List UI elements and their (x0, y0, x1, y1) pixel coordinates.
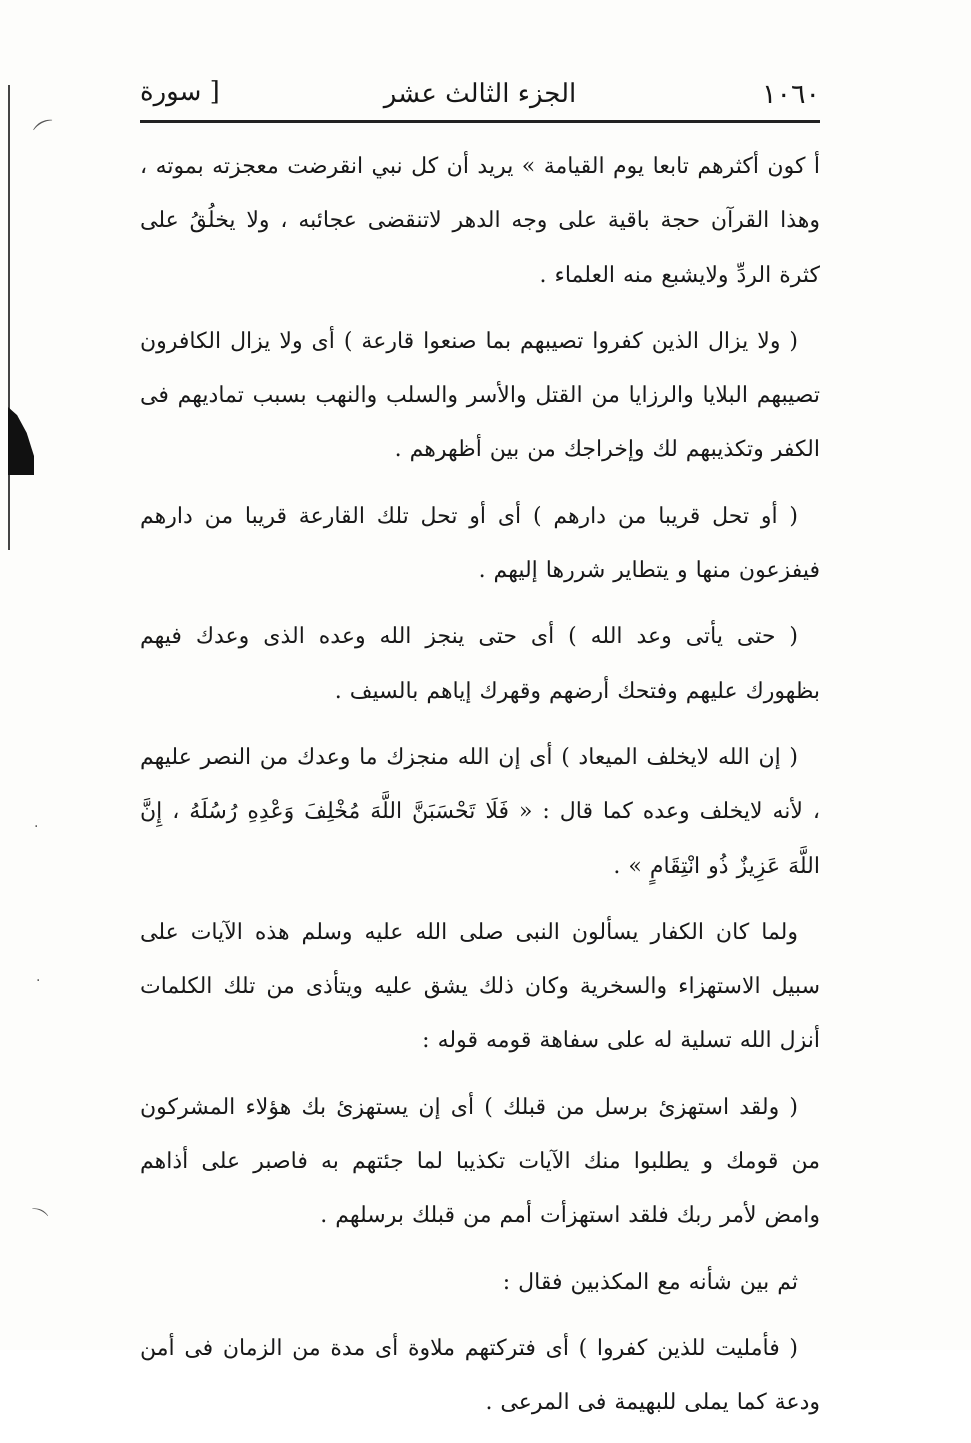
paragraph-mockery-context: ولما كان الكفار يسألون النبى صلى الله عليه وسلم هذه الآيات على سبيل الاستهزاء والسخرية وكان ذلك يشق عليه ويتأذى من تلك الكلمات أنزل الله تسلية له على سفاهة قومه قوله : (140, 919, 820, 1054)
margin-pen-mark: · (36, 973, 41, 989)
paragraph-god-keeps-promise: ( إن الله لايخلف الميعاد ) أى إن الله منجزك ما وعدك من النصر عليهم ، لأنه لايخلف وعده كما قال : « فَلَا تَحْسَبَنَّ اللَّهَ مُخْلِفَ وَعْدِهِ رُسُلَهُ ، إِنَّ اللَّهَ عَزِيزٌ ذُو انْتِقَامٍ » . (140, 744, 820, 879)
page-header (140, 75, 820, 123)
commentary-text (140, 140, 820, 1443)
margin-pen-mark: ⌒ (24, 1205, 50, 1232)
paragraph-intro: أ كون أكثرهم تابعا يوم القيامة » يريد أن كل نبي انقرضت معجزته بموته ، وهذا القرآن حجة باقية على وجه الدهر لاتنقضى عجائبه ، ولا يخلُقُ على كثرة الردِّ ولايشبع منه العلماء . (140, 154, 820, 288)
page-number: ١٠٦٠ (761, 79, 820, 110)
paragraph-messengers-mocked: ( ولقد استهزئ برسل من قبلك ) أى إن يستهزئ بك هؤلاء المشركون من قومك و يطلبوا منك الآيات تكذيبا لما جئتهم به فاصبر على أذاهم وامض لأمر ربك فلقد استهزأت أمم من قبلك برسلهم . (140, 1094, 820, 1229)
paragraph-disbelievers-calamity: ( ولا يزال الذين كفروا تصيبهم بما صنعوا قارعة ) أى ولا يزال الكافرون تصيبهم البلايا والرزايا من القتل والأسر والسلب والنهب بسبب تماديهم فى الكفر وتكذيبهم لك وإخراجك من بين أظهرهم . (140, 328, 820, 463)
margin-pen-mark: · (34, 819, 39, 835)
running-title: الجزء الثالث عشر (383, 79, 577, 109)
header-rule (140, 120, 820, 123)
paragraph-transition: ثم بين شأنه مع المكذبين فقال : (502, 1269, 798, 1295)
paragraph-respite: ( فأمليت للذين كفروا ) أى فتركتهم ملاوة أى مدة من الزمان فى أمن ودعة كما يملى للبهيمة فى المرعى . (140, 1335, 820, 1416)
margin-pen-mark: ⌒ (31, 116, 63, 149)
binding-shadow (8, 407, 34, 475)
left-margin-rule (8, 85, 10, 550)
surah-label: [ سورة (140, 77, 220, 107)
paragraph-promise-of-god: ( حتى يأتى وعد الله ) أى حتى ينجز الله وعده الذى وعدك فيهم بظهورك عليهم وفتحك أرضهم وقهرك إياهم بالسيف . (140, 624, 820, 704)
paragraph-near-dwellings: ( أو تحل قريبا من دارهم ) أى أو تحل تلك القارعة قريبا من دارهم فيفزعون منها و يتطاير شررها إليهم . (140, 503, 820, 584)
